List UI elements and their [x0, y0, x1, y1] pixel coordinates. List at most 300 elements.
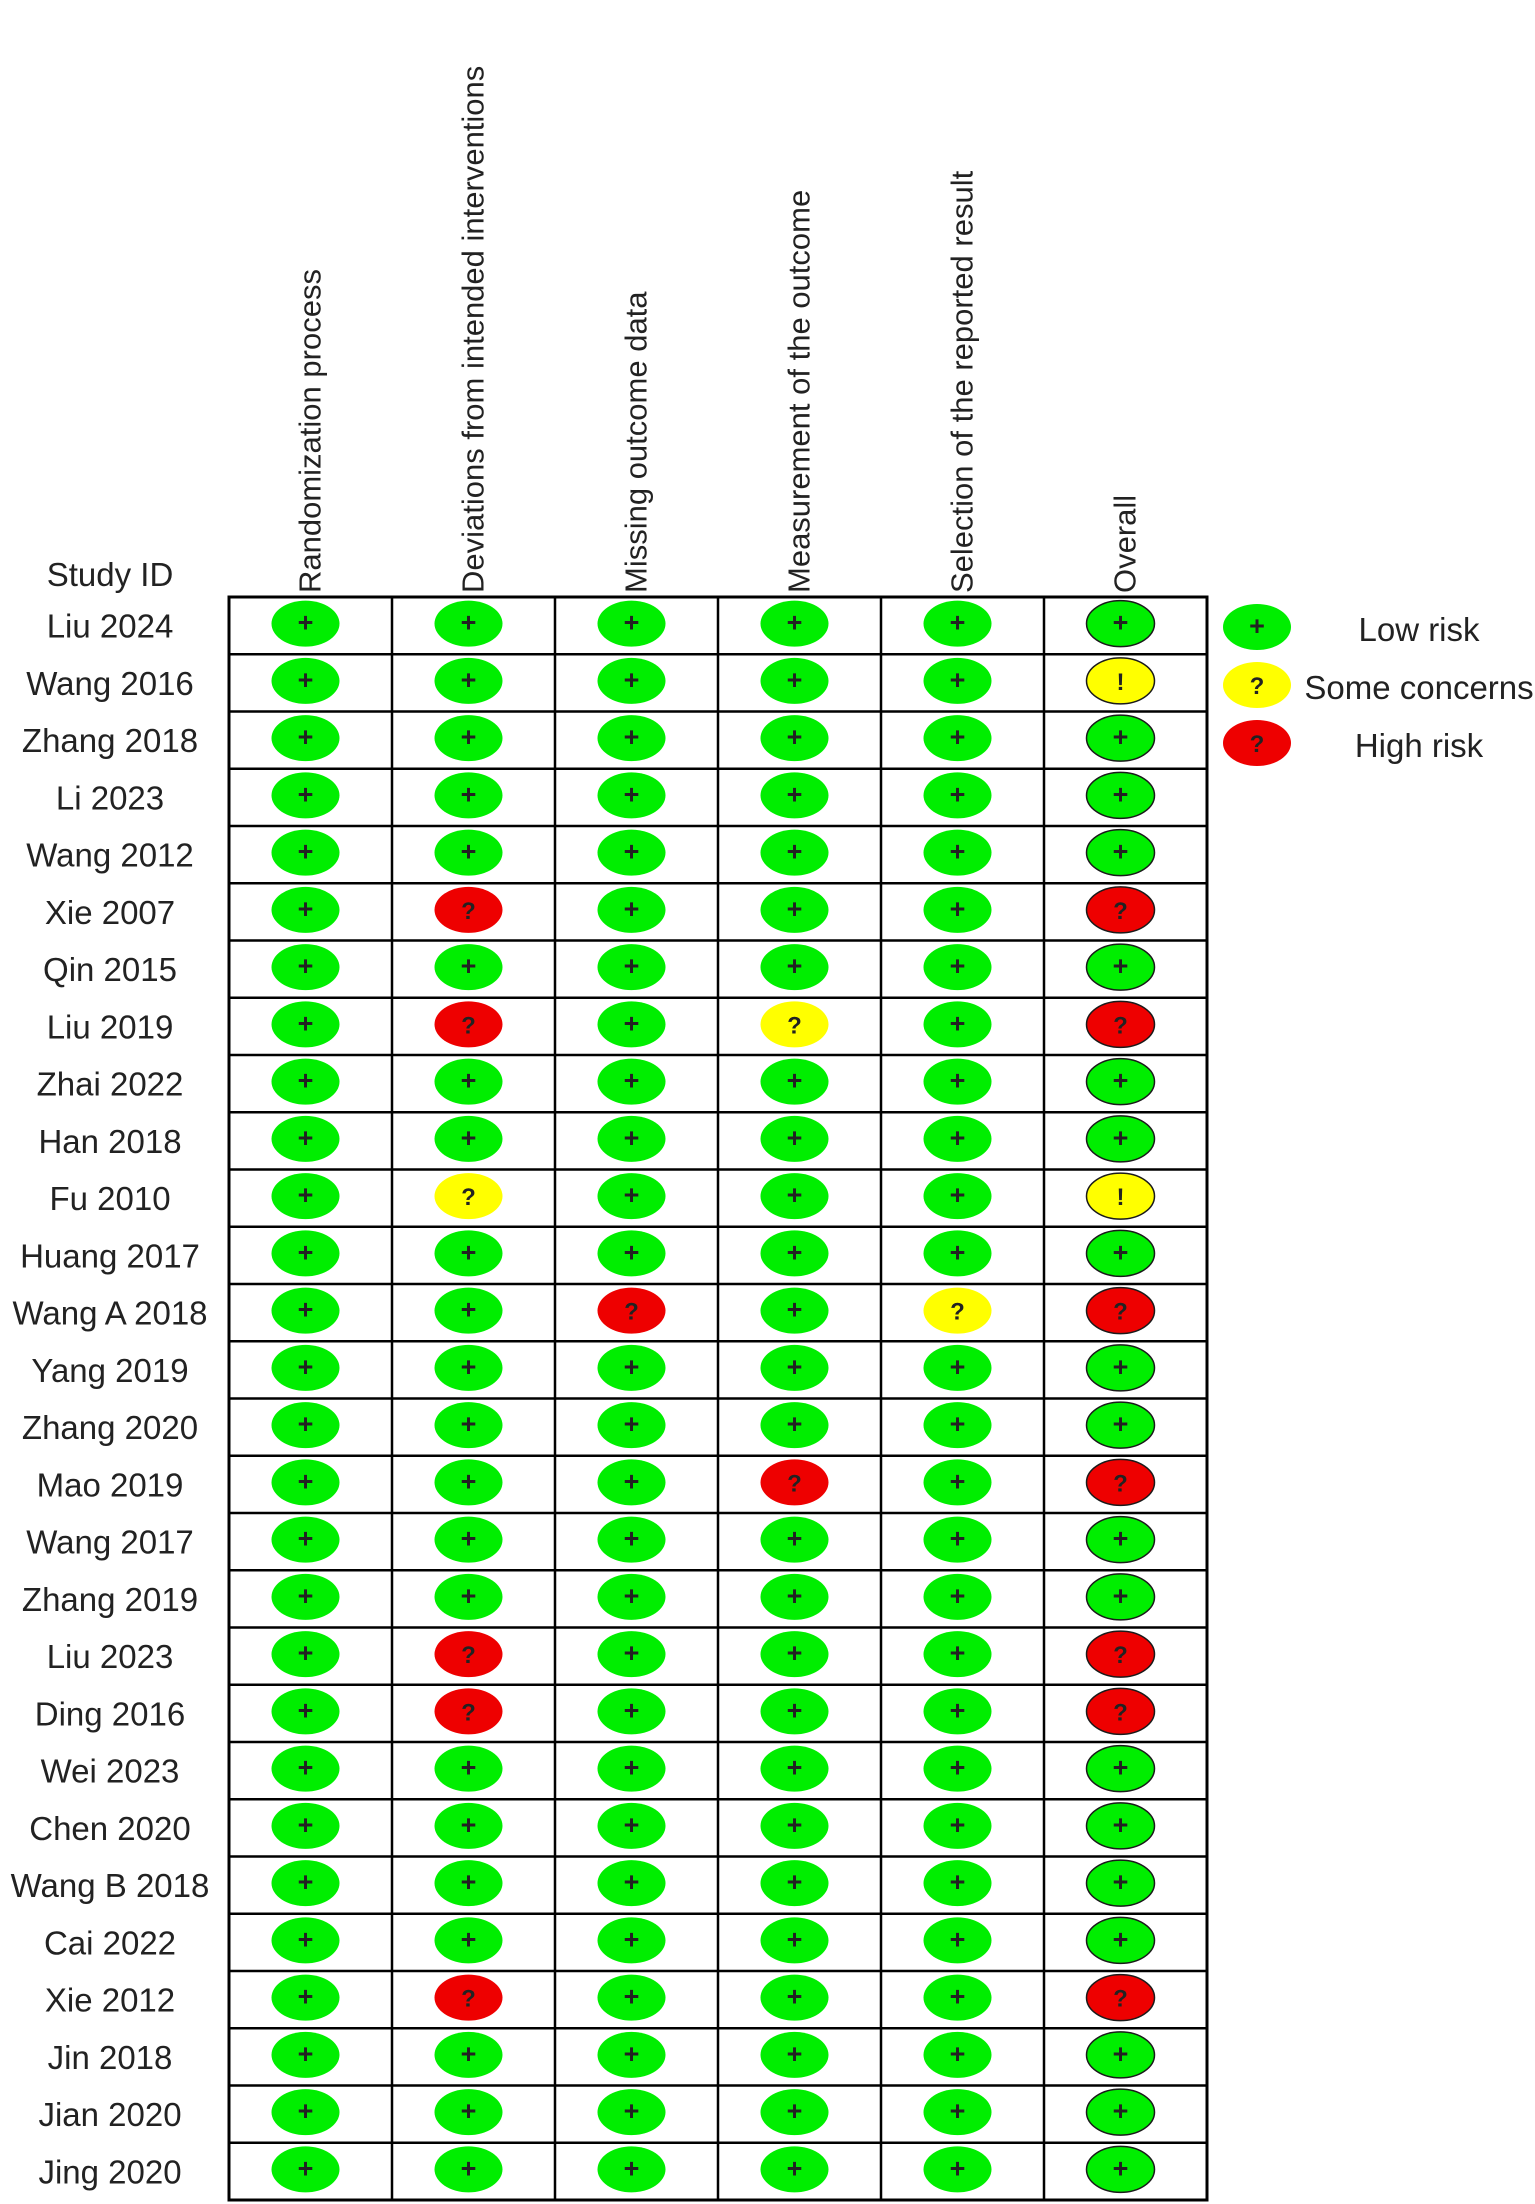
judgement-low-deviations-from-intended-interventions — [435, 1288, 503, 1334]
judgement-some-overall — [1087, 1173, 1155, 1219]
judgement-symbol: + — [1112, 951, 1129, 982]
judgement-symbol: + — [786, 779, 803, 810]
judgement-low-randomization-process — [272, 658, 340, 704]
judgement-low-deviations-from-intended-interventions — [435, 1746, 503, 1792]
judgement-symbol: + — [460, 779, 477, 810]
study-label: Fu 2010 — [49, 1180, 171, 1218]
judgement-low-missing-outcome-data — [598, 1688, 666, 1734]
judgement-high-deviations-from-intended-interventions — [435, 1688, 503, 1734]
judgement-low-selection-of-the-reported-result — [924, 1631, 992, 1677]
judgement-symbol: ? — [1113, 897, 1128, 925]
judgement-low-measurement-of-the-outcome — [761, 1860, 829, 1906]
judgement-symbol: + — [297, 1752, 314, 1783]
judgement-low-deviations-from-intended-interventions — [435, 830, 503, 876]
judgement-low-missing-outcome-data — [598, 2032, 666, 2078]
judgement-low-deviations-from-intended-interventions — [435, 715, 503, 761]
study-label: Han 2018 — [38, 1122, 182, 1160]
judgement-symbol: + — [460, 2096, 477, 2127]
judgement-low-selection-of-the-reported-result — [924, 2032, 992, 2078]
study-label: Ding 2016 — [34, 1695, 186, 1733]
judgement-low-deviations-from-intended-interventions — [435, 1116, 503, 1162]
study-label: Wang A 2018 — [12, 1294, 208, 1332]
judgement-some-selection-of-the-reported-result — [924, 1288, 992, 1334]
judgement-symbol: + — [460, 2038, 477, 2069]
judgement-symbol: + — [786, 1523, 803, 1554]
study-label: Jing 2020 — [38, 2153, 182, 2191]
study-label: Jian 2020 — [38, 2096, 182, 2134]
judgement-low-overall — [1087, 2146, 1155, 2192]
table-row — [45, 1975, 1155, 2021]
judgement-low-overall — [1087, 1746, 1155, 1792]
judgement-low-randomization-process — [272, 2032, 340, 2078]
judgement-low-selection-of-the-reported-result — [924, 601, 992, 647]
judgement-low-deviations-from-intended-interventions — [435, 1860, 503, 1906]
judgement-symbol: + — [460, 664, 477, 695]
table-row — [37, 1459, 1155, 1505]
judgement-low-randomization-process — [272, 1059, 340, 1105]
study-label: Jin 2018 — [47, 2038, 173, 2076]
judgement-low-overall — [1087, 1059, 1155, 1105]
table-row — [11, 1860, 1155, 1906]
judgement-symbol: + — [1112, 2096, 1129, 2127]
judgement-symbol: + — [297, 722, 314, 753]
judgement-symbol: + — [623, 1351, 640, 1382]
judgement-low-missing-outcome-data — [598, 1746, 666, 1792]
judgement-low-overall — [1087, 601, 1155, 647]
study-label: Liu 2023 — [46, 1638, 174, 1676]
judgement-symbol: + — [623, 836, 640, 867]
study-rows — [11, 601, 1155, 2193]
judgement-symbol: + — [949, 836, 966, 867]
judgement-symbol: + — [623, 1867, 640, 1898]
judgement-symbol: + — [623, 893, 640, 924]
judgement-low-selection-of-the-reported-result — [924, 1688, 992, 1734]
judgement-low-selection-of-the-reported-result — [924, 1230, 992, 1276]
judgement-symbol: + — [949, 1867, 966, 1898]
judgement-some-measurement-of-the-outcome — [761, 1001, 829, 1047]
judgement-symbol: + — [297, 893, 314, 924]
judgement-low-randomization-process — [272, 2146, 340, 2192]
legend-label: Low risk — [1358, 611, 1480, 648]
judgement-low-randomization-process — [272, 887, 340, 933]
judgement-low-deviations-from-intended-interventions — [435, 1459, 503, 1505]
judgement-symbol: + — [460, 1237, 477, 1268]
study-label: Liu 2019 — [46, 1008, 174, 1046]
judgement-symbol: + — [297, 1695, 314, 1726]
judgement-some-deviations-from-intended-interventions — [435, 1173, 503, 1219]
table-row — [26, 830, 1154, 876]
judgement-symbol: + — [1112, 1065, 1129, 1096]
judgement-symbol: + — [949, 1809, 966, 1840]
judgement-symbol: + — [949, 722, 966, 753]
legend-label: High risk — [1354, 727, 1484, 764]
judgement-symbol: + — [623, 1065, 640, 1096]
judgement-low-measurement-of-the-outcome — [761, 1116, 829, 1162]
judgement-low-selection-of-the-reported-result — [924, 2146, 992, 2192]
study-label: Qin 2015 — [43, 951, 177, 989]
judgement-low-missing-outcome-data — [598, 601, 666, 647]
judgement-low-measurement-of-the-outcome — [761, 1288, 829, 1334]
domain-headers — [293, 66, 1143, 593]
judgement-low-selection-of-the-reported-result — [924, 1517, 992, 1563]
judgement-symbol: + — [1112, 1867, 1129, 1898]
judgement-symbol: + — [1112, 1752, 1129, 1783]
judgement-low-overall — [1087, 1230, 1155, 1276]
table-row — [48, 2032, 1155, 2078]
judgement-symbol: ? — [461, 1012, 476, 1040]
table-row — [38, 2089, 1154, 2135]
table-row — [47, 1631, 1155, 1677]
judgement-symbol: + — [1112, 1924, 1129, 1955]
table-row — [56, 772, 1155, 818]
judgement-symbol: + — [786, 1237, 803, 1268]
judgement-low-deviations-from-intended-interventions — [435, 1917, 503, 1963]
judgement-low-measurement-of-the-outcome — [761, 1574, 829, 1620]
study-id-header: Study ID — [46, 556, 174, 593]
judgement-symbol: + — [460, 1752, 477, 1783]
judgement-symbol: + — [623, 1924, 640, 1955]
judgement-low-selection-of-the-reported-result — [924, 944, 992, 990]
study-label: Zhang 2018 — [21, 722, 199, 760]
judgement-symbol: + — [623, 1237, 640, 1268]
judgement-symbol: + — [786, 1695, 803, 1726]
domain-header-overall: Overall — [1107, 494, 1143, 593]
judgement-symbol: + — [623, 664, 640, 695]
judgement-low-randomization-process — [272, 715, 340, 761]
judgement-symbol: + — [460, 1809, 477, 1840]
judgement-symbol: + — [949, 1695, 966, 1726]
judgement-low-deviations-from-intended-interventions — [435, 1574, 503, 1620]
judgement-low-missing-outcome-data — [598, 1001, 666, 1047]
judgement-symbol: ? — [1113, 1699, 1128, 1727]
judgement-low-selection-of-the-reported-result — [924, 1059, 992, 1105]
judgement-symbol: + — [786, 1981, 803, 2012]
legend-item-high-risk — [1223, 720, 1484, 766]
judgement-high-deviations-from-intended-interventions — [435, 1631, 503, 1677]
table-row — [44, 1917, 1155, 1963]
judgement-symbol: + — [786, 836, 803, 867]
judgement-low-selection-of-the-reported-result — [924, 1746, 992, 1792]
judgement-symbol: + — [460, 836, 477, 867]
judgement-high-missing-outcome-data — [598, 1288, 666, 1334]
judgement-symbol: + — [623, 1466, 640, 1497]
judgement-symbol: + — [297, 1409, 314, 1440]
judgement-symbol: + — [949, 951, 966, 982]
judgement-symbol: + — [949, 1523, 966, 1554]
domain-header-missing-outcome-data: Missing outcome data — [618, 291, 654, 593]
judgement-symbol: ? — [461, 1985, 476, 2013]
judgement-symbol: + — [297, 1180, 314, 1211]
study-label: Wang B 2018 — [10, 1867, 210, 1905]
judgement-low-missing-outcome-data — [598, 1631, 666, 1677]
judgement-symbol: + — [949, 1752, 966, 1783]
judgement-low-deviations-from-intended-interventions — [435, 658, 503, 704]
table-row — [29, 1803, 1154, 1849]
judgement-symbol: + — [786, 2153, 803, 2184]
judgement-high-overall — [1087, 1631, 1155, 1677]
judgement-symbol: + — [623, 1409, 640, 1440]
judgement-symbol: + — [297, 1466, 314, 1497]
judgement-low-selection-of-the-reported-result — [924, 715, 992, 761]
domain-header-selection-of-the-reported-result: Selection of the reported result — [944, 170, 980, 593]
judgement-symbol: + — [786, 2096, 803, 2127]
judgement-symbol: + — [1112, 607, 1129, 638]
judgement-symbol: + — [623, 2096, 640, 2127]
judgement-low-deviations-from-intended-interventions — [435, 601, 503, 647]
judgement-symbol: ? — [461, 1699, 476, 1727]
judgement-low-randomization-process — [272, 1917, 340, 1963]
judgement-high-overall — [1087, 887, 1155, 933]
judgement-symbol: + — [1112, 1580, 1129, 1611]
judgement-low-selection-of-the-reported-result — [924, 1459, 992, 1505]
judgement-low-randomization-process — [272, 2089, 340, 2135]
judgement-symbol: + — [460, 1294, 477, 1325]
judgement-low-overall — [1087, 944, 1155, 990]
judgement-symbol: + — [297, 1294, 314, 1325]
judgement-symbol: + — [949, 2153, 966, 2184]
judgement-low-overall — [1087, 1574, 1155, 1620]
judgement-low-randomization-process — [272, 1574, 340, 1620]
judgement-low-overall — [1087, 1860, 1155, 1906]
judgement-symbol: ? — [787, 1012, 802, 1040]
judgement-low-randomization-process — [272, 601, 340, 647]
judgement-low-deviations-from-intended-interventions — [435, 1517, 503, 1563]
judgement-low-missing-outcome-data — [598, 1975, 666, 2021]
judgement-symbol: + — [949, 1981, 966, 2012]
judgement-symbol: + — [786, 1294, 803, 1325]
judgement-low-randomization-process — [272, 1173, 340, 1219]
judgement-symbol: + — [623, 1008, 640, 1039]
judgement-low-missing-outcome-data — [598, 2146, 666, 2192]
judgement-low-randomization-process — [272, 1803, 340, 1849]
judgement-symbol: + — [297, 2096, 314, 2127]
judgement-symbol: + — [297, 951, 314, 982]
judgement-low-overall — [1087, 715, 1155, 761]
legend-symbol: ? — [1249, 731, 1265, 758]
judgement-symbol: + — [460, 1122, 477, 1153]
judgement-symbol: ! — [1116, 1184, 1125, 1212]
judgement-symbol: ? — [1113, 1470, 1128, 1498]
judgement-symbol: + — [460, 1523, 477, 1554]
judgement-symbol: + — [786, 1409, 803, 1440]
study-label: Wang 2012 — [26, 836, 194, 874]
judgement-low-randomization-process — [272, 1459, 340, 1505]
judgement-low-overall — [1087, 1917, 1155, 1963]
table-row — [22, 1574, 1155, 1620]
judgement-symbol: + — [786, 1924, 803, 1955]
judgement-symbol: ? — [624, 1298, 639, 1326]
judgement-symbol: ? — [950, 1298, 965, 1326]
judgement-symbol: + — [949, 607, 966, 638]
judgement-symbol: + — [623, 722, 640, 753]
judgement-symbol: + — [623, 1809, 640, 1840]
table-row — [37, 1059, 1155, 1105]
judgement-symbol: + — [949, 1008, 966, 1039]
judgement-low-measurement-of-the-outcome — [761, 1230, 829, 1276]
judgement-symbol: + — [297, 1523, 314, 1554]
legend-symbol: ? — [1249, 673, 1265, 700]
judgement-symbol: + — [1112, 836, 1129, 867]
judgement-symbol: + — [623, 1752, 640, 1783]
judgement-symbol: ? — [1113, 1642, 1128, 1670]
judgement-low-missing-outcome-data — [598, 772, 666, 818]
judgement-symbol: + — [1112, 2038, 1129, 2069]
table-row — [22, 1402, 1155, 1448]
judgement-low-measurement-of-the-outcome — [761, 715, 829, 761]
judgement-low-deviations-from-intended-interventions — [435, 1059, 503, 1105]
judgement-symbol: + — [949, 1122, 966, 1153]
judgement-symbol: + — [297, 1981, 314, 2012]
judgement-symbol: + — [1112, 1351, 1129, 1382]
judgement-low-measurement-of-the-outcome — [761, 887, 829, 933]
judgement-symbol: + — [949, 1466, 966, 1497]
judgement-symbol: + — [297, 836, 314, 867]
judgement-low-measurement-of-the-outcome — [761, 1059, 829, 1105]
judgement-low-selection-of-the-reported-result — [924, 1574, 992, 1620]
judgement-symbol: + — [1112, 779, 1129, 810]
judgement-symbol: + — [786, 664, 803, 695]
judgement-low-missing-outcome-data — [598, 1917, 666, 1963]
judgement-low-missing-outcome-data — [598, 1402, 666, 1448]
table-row — [43, 944, 1154, 990]
judgement-symbol: + — [623, 779, 640, 810]
judgement-low-missing-outcome-data — [598, 658, 666, 704]
judgement-low-measurement-of-the-outcome — [761, 1402, 829, 1448]
judgement-symbol: + — [460, 722, 477, 753]
judgement-symbol: + — [297, 1638, 314, 1669]
judgement-high-deviations-from-intended-interventions — [435, 1001, 503, 1047]
study-label: Mao 2019 — [36, 1466, 184, 1504]
judgement-high-deviations-from-intended-interventions — [435, 887, 503, 933]
judgement-symbol: + — [949, 2096, 966, 2127]
judgement-low-randomization-process — [272, 1288, 340, 1334]
judgement-low-selection-of-the-reported-result — [924, 1345, 992, 1391]
judgement-symbol: + — [786, 1122, 803, 1153]
judgement-symbol: + — [460, 607, 477, 638]
judgement-high-overall — [1087, 1688, 1155, 1734]
judgement-symbol: ? — [461, 1184, 476, 1212]
judgement-symbol: + — [297, 664, 314, 695]
table-row — [49, 1173, 1154, 1219]
table-row — [12, 1288, 1154, 1334]
judgement-low-overall — [1087, 1803, 1155, 1849]
judgement-symbol: + — [786, 951, 803, 982]
judgement-low-measurement-of-the-outcome — [761, 1173, 829, 1219]
judgement-low-overall — [1087, 1517, 1155, 1563]
judgement-symbol: + — [949, 1638, 966, 1669]
judgement-low-missing-outcome-data — [598, 1230, 666, 1276]
judgement-symbol: ? — [1113, 1012, 1128, 1040]
study-label: Wang 2017 — [26, 1523, 194, 1561]
judgement-low-randomization-process — [272, 1402, 340, 1448]
judgement-symbol: + — [623, 1180, 640, 1211]
judgement-symbol: + — [1112, 722, 1129, 753]
judgement-symbol: + — [623, 951, 640, 982]
judgement-low-selection-of-the-reported-result — [924, 1975, 992, 2021]
table-row — [31, 1345, 1154, 1391]
judgement-symbol: + — [460, 1924, 477, 1955]
judgement-symbol: + — [460, 1065, 477, 1096]
judgement-symbol: + — [949, 664, 966, 695]
judgement-symbol: + — [949, 779, 966, 810]
judgement-low-measurement-of-the-outcome — [761, 944, 829, 990]
judgement-symbol: + — [297, 1065, 314, 1096]
judgement-low-randomization-process — [272, 1001, 340, 1047]
legend — [1223, 604, 1534, 766]
judgement-low-measurement-of-the-outcome — [761, 601, 829, 647]
judgement-low-measurement-of-the-outcome — [761, 2146, 829, 2192]
judgement-symbol: + — [1112, 1809, 1129, 1840]
study-label: Cai 2022 — [43, 1924, 177, 1962]
judgement-low-missing-outcome-data — [598, 1517, 666, 1563]
judgement-low-missing-outcome-data — [598, 1345, 666, 1391]
judgement-symbol: + — [949, 1580, 966, 1611]
table-row — [45, 887, 1155, 933]
judgement-symbol: + — [949, 1351, 966, 1382]
judgement-low-selection-of-the-reported-result — [924, 1917, 992, 1963]
judgement-symbol: + — [786, 1867, 803, 1898]
study-label: Xie 2007 — [44, 893, 176, 931]
judgement-low-missing-outcome-data — [598, 944, 666, 990]
judgement-low-randomization-process — [272, 1746, 340, 1792]
judgement-symbol: + — [949, 1237, 966, 1268]
judgement-symbol: + — [1112, 1122, 1129, 1153]
judgement-low-deviations-from-intended-interventions — [435, 1345, 503, 1391]
table-row — [26, 658, 1154, 704]
judgement-symbol: + — [623, 607, 640, 638]
judgement-low-randomization-process — [272, 1230, 340, 1276]
judgement-symbol: + — [949, 1924, 966, 1955]
judgement-low-selection-of-the-reported-result — [924, 1803, 992, 1849]
judgement-symbol: + — [460, 1409, 477, 1440]
table-row — [38, 2146, 1154, 2192]
study-label: Wang 2016 — [26, 664, 194, 702]
table-row — [47, 601, 1155, 647]
judgement-low-missing-outcome-data — [598, 1059, 666, 1105]
judgement-low-overall — [1087, 2032, 1155, 2078]
judgement-low-measurement-of-the-outcome — [761, 1746, 829, 1792]
judgement-low-randomization-process — [272, 1631, 340, 1677]
judgement-low-deviations-from-intended-interventions — [435, 1803, 503, 1849]
judgement-low-deviations-from-intended-interventions — [435, 2089, 503, 2135]
judgement-symbol: + — [297, 1008, 314, 1039]
judgement-low-measurement-of-the-outcome — [761, 1803, 829, 1849]
domain-header-deviations-from-intended-interventions: Deviations from intended interventions — [455, 65, 491, 593]
table-row — [26, 1517, 1154, 1563]
judgement-symbol: + — [297, 607, 314, 638]
judgement-low-missing-outcome-data — [598, 1173, 666, 1219]
judgement-symbol: + — [460, 1867, 477, 1898]
judgement-symbol: + — [786, 1638, 803, 1669]
judgement-symbol: + — [786, 1580, 803, 1611]
judgement-low-deviations-from-intended-interventions — [435, 1230, 503, 1276]
judgement-low-selection-of-the-reported-result — [924, 658, 992, 704]
study-label: Zhang 2020 — [21, 1409, 199, 1447]
judgement-symbol: + — [460, 951, 477, 982]
judgement-symbol: + — [460, 1351, 477, 1382]
judgement-low-measurement-of-the-outcome — [761, 1345, 829, 1391]
judgement-low-randomization-process — [272, 1345, 340, 1391]
judgement-low-deviations-from-intended-interventions — [435, 2146, 503, 2192]
judgement-symbol: + — [460, 1466, 477, 1497]
judgement-low-overall — [1087, 2089, 1155, 2135]
study-label: Wei 2023 — [40, 1752, 180, 1790]
judgement-high-overall — [1087, 1001, 1155, 1047]
judgement-symbol: + — [623, 1981, 640, 2012]
judgement-low-selection-of-the-reported-result — [924, 887, 992, 933]
legend-label: Some concerns — [1304, 669, 1534, 706]
judgement-symbol: + — [623, 1695, 640, 1726]
